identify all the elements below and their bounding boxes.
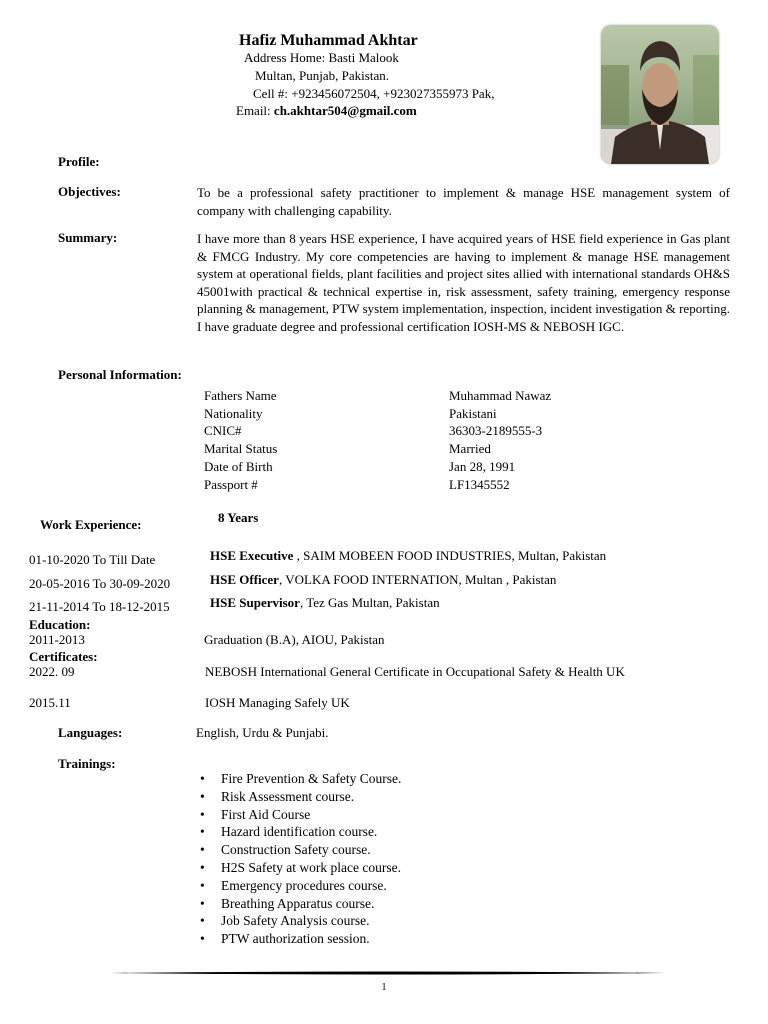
- job-entry: [210, 595, 440, 611]
- email-value: ch.akhtar504@gmail.com: [273, 103, 417, 118]
- languages-value: English, Urdu & Punjabi.: [196, 725, 329, 740]
- list-item: • First Aid Course: [200, 806, 311, 822]
- personal-key: Passport #: [204, 477, 258, 492]
- certificate-date: 2015.11: [29, 695, 71, 710]
- bullet-icon: •: [200, 931, 205, 947]
- job-employer: , SAIM MOBEEN FOOD INDUSTRIES, Multan, Pakistan: [293, 548, 607, 563]
- job-title: HSE Supervisor: [210, 595, 300, 610]
- cell-numbers: Cell #: +923456072504, +923027355973 Pak,: [253, 86, 495, 101]
- bullet-icon: •: [200, 788, 205, 804]
- summary-text: I have more than 8 years HSE experience, I have acquired years of HSE field experience in Gas plant & FMCG Industry. My core competencies are having to implement & manage HSE management system at operational fields, plant facilities and project sites allied with international standards OH&S 45001with practical & technical expertise in, risk assessment, safety training, emergency response planning & management, PTW system implementation, inspection, incident investigation & reporting. I have graduate degree and professional certification IOSH-MS & NEBOSH IGC.: [197, 231, 730, 334]
- profile-label: Profile:: [58, 154, 100, 169]
- email-label: Email:: [236, 103, 274, 118]
- list-item: • Construction Safety course.: [200, 842, 371, 858]
- certificate-name: IOSH Managing Safely UK: [205, 695, 350, 710]
- trainings-list: [196, 770, 401, 948]
- footer-divider: [110, 971, 666, 975]
- summary-label: Summary:: [58, 230, 118, 245]
- email-line: [236, 103, 417, 119]
- bullet-icon: •: [200, 859, 205, 875]
- personal-info-label: Personal Information:: [58, 367, 182, 382]
- list-item: • Breathing Apparatus course.: [200, 895, 375, 911]
- job-employer: , VOLKA FOOD INTERNATION, Multan , Pakistan: [278, 572, 557, 587]
- job-title: HSE Officer: [210, 572, 279, 587]
- list-item: • Job Safety Analysis course.: [200, 913, 370, 929]
- certificate-name: NEBOSH International General Certificate in Occupational Safety & Health UK: [205, 664, 625, 679]
- job-entry: [210, 572, 556, 588]
- job-dates: 21-11-2014 To 18-12-2015: [29, 599, 170, 614]
- bullet-icon: •: [200, 895, 205, 911]
- job-employer: , Tez Gas Multan, Pakistan: [299, 595, 440, 610]
- personal-key: Nationality: [204, 406, 263, 421]
- personal-value: 36303-2189555-3: [449, 423, 543, 438]
- job-dates: 20-05-2016 To 30-09-2020: [29, 576, 171, 591]
- trainings-label: Trainings:: [58, 756, 116, 771]
- job-dates: 01-10-2020 To Till Date: [29, 552, 156, 567]
- personal-value: LF1345552: [449, 477, 510, 492]
- list-item: • PTW authorization session.: [200, 931, 370, 947]
- applicant-name: Hafiz Muhammad Akhtar: [239, 32, 418, 49]
- personal-value: Pakistani: [449, 406, 497, 421]
- address-line-1: Address Home: Basti Malook: [244, 50, 399, 65]
- bullet-icon: •: [200, 771, 205, 786]
- personal-value: Jan 28, 1991: [449, 459, 516, 474]
- education-year: 2011-2013: [29, 632, 85, 647]
- bullet-icon: •: [200, 806, 205, 822]
- job-entry: [210, 548, 606, 564]
- list-item: • H2S Safety at work place course.: [200, 859, 401, 875]
- personal-key: Fathers Name: [204, 388, 277, 403]
- languages-label: Languages:: [58, 725, 123, 740]
- personal-key: Date of Birth: [204, 459, 273, 474]
- bullet-icon: •: [200, 877, 205, 893]
- address-line-2: Multan, Punjab, Pakistan.: [255, 68, 389, 83]
- bullet-icon: •: [200, 842, 205, 858]
- education-label: Education:: [29, 617, 91, 632]
- personal-key: Marital Status: [204, 441, 278, 456]
- list-item: • Hazard identification course.: [200, 824, 378, 840]
- personal-key: CNIC#: [204, 423, 242, 438]
- job-title: HSE Executive: [210, 548, 294, 563]
- list-item: • Risk Assessment course.: [200, 788, 355, 804]
- work-experience-label: Work Experience:: [40, 517, 142, 532]
- certificates-label: Certificates:: [29, 649, 98, 664]
- certificate-date: 2022. 09: [29, 664, 75, 679]
- education-detail: Graduation (B.A), AIOU, Pakistan: [204, 632, 385, 647]
- work-experience-total: 8 Years: [218, 510, 259, 525]
- list-item: • Emergency procedures course.: [200, 877, 387, 893]
- list-item: • Fire Prevention & Safety Course.: [200, 771, 402, 786]
- personal-value: Married: [449, 441, 491, 456]
- objectives-label: Objectives:: [58, 184, 121, 199]
- bullet-icon: •: [200, 824, 205, 840]
- objectives-text: To be a professional safety practitioner to implement & manage HSE management system of company with challenging capability.: [197, 185, 730, 218]
- bullet-icon: •: [200, 913, 205, 929]
- personal-value: Muhammad Nawaz: [449, 388, 552, 403]
- page-number: 1: [381, 982, 387, 993]
- profile-photo: [601, 25, 719, 164]
